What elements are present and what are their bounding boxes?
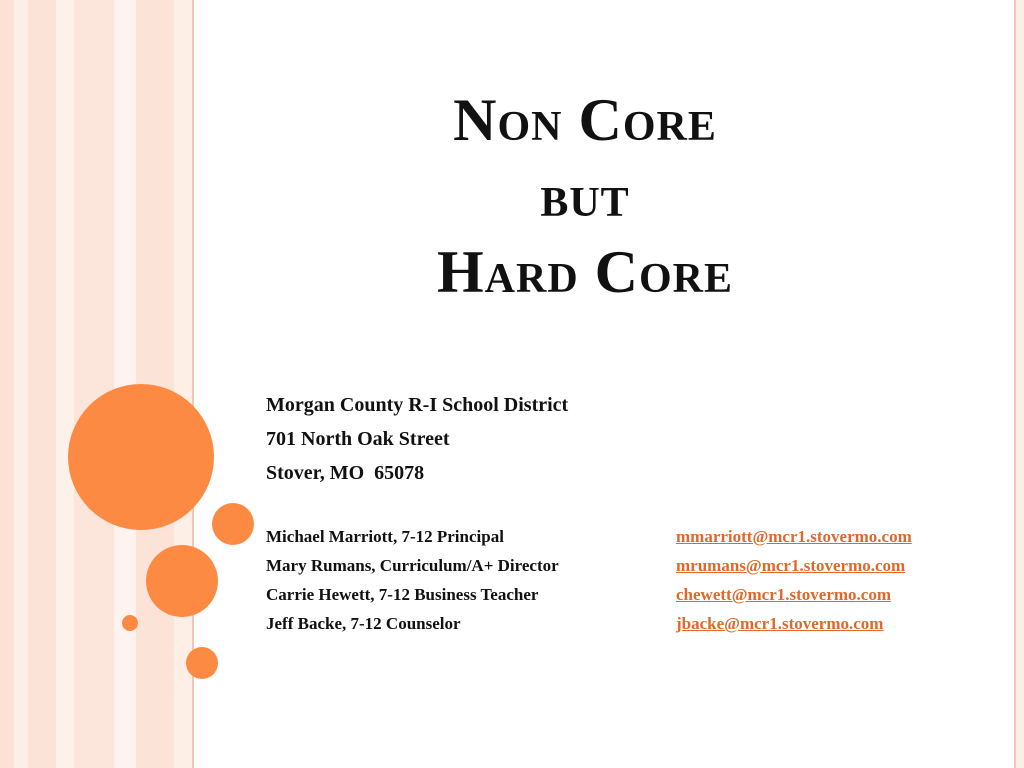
contact-email-link[interactable]: chewett@mcr1.stovermo.com [676,585,891,604]
district-name: Morgan County R-I School District [266,394,569,416]
title-line: but [540,163,630,229]
decor-circle-small [186,647,218,679]
decor-circle-tiny [122,615,138,631]
street-address: 701 North Oak Street [266,428,450,450]
title-line: Hard Core [436,239,733,305]
contact-name: Jeff Backe, 7-12 Counselor [266,614,461,633]
contact-row [266,580,986,609]
decor-stripe-right [1016,0,1024,768]
decor-circle-small [212,503,254,545]
city-state-zip: Stover, MO 65078 [266,462,425,484]
contact-row [266,609,986,638]
address-block [266,388,568,490]
decor-circle-large [68,384,214,530]
contact-email-link[interactable]: mrumans@mcr1.stovermo.com [676,556,906,575]
slide-title [260,82,910,310]
contact-email-link[interactable]: jbacke@mcr1.stovermo.com [676,614,884,633]
decor-circle-medium [146,545,218,617]
decor-stripe [28,0,56,768]
contact-name: Mary Rumans, Curriculum/A+ Director [266,556,559,575]
title-line: Non Core [453,87,717,153]
decor-stripe [0,0,14,768]
contact-name: Michael Marriott, 7-12 Principal [266,527,504,546]
contact-email-link[interactable]: mmarriott@mcr1.stovermo.com [676,527,912,546]
contact-row [266,551,986,580]
decor-stripe [14,0,28,768]
decor-stripe [74,0,114,768]
contact-name: Carrie Hewett, 7-12 Business Teacher [266,585,539,604]
contact-row [266,522,986,551]
decor-stripe [56,0,74,768]
contact-list [266,522,986,638]
